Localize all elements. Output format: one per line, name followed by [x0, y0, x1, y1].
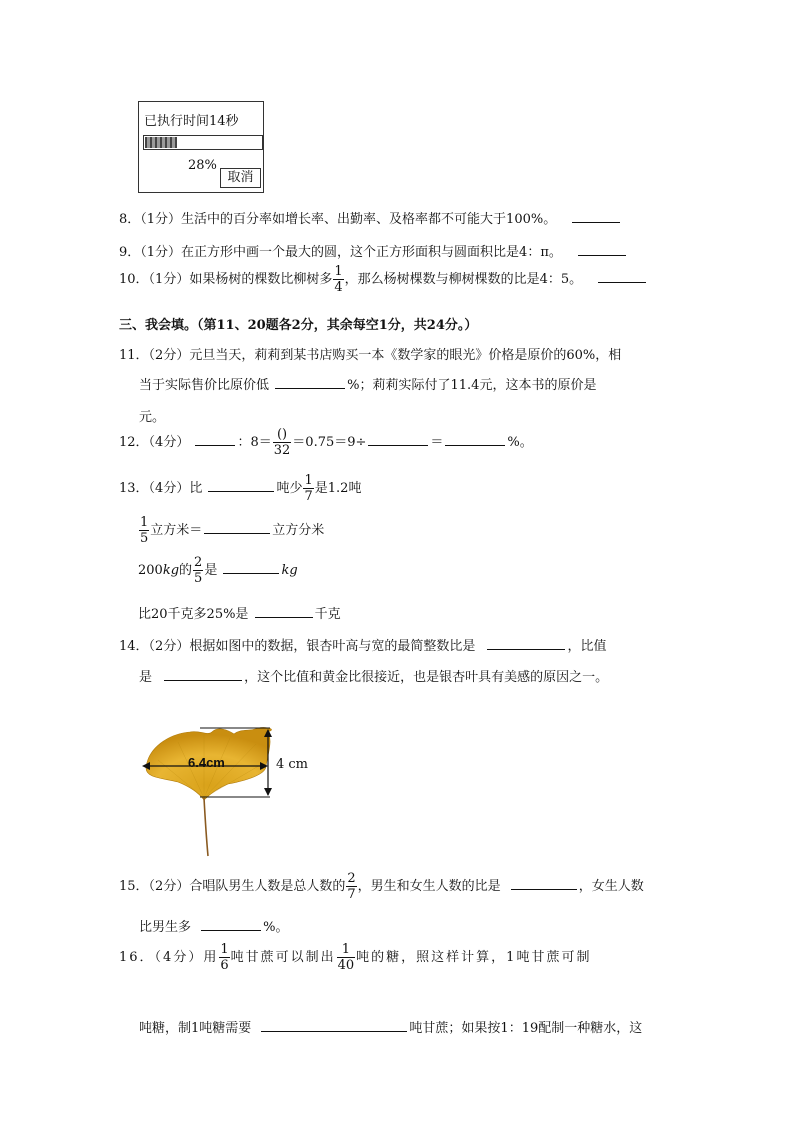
question-16-text: 16．（4分）用	[119, 950, 219, 965]
question-12-text: %。	[507, 435, 533, 450]
fraction: $\frac{2}{5}$	[194, 555, 203, 586]
progress-dialog	[138, 101, 264, 193]
answer-blank[interactable]	[511, 877, 577, 890]
question-13-line-3	[138, 556, 298, 585]
fraction: $\frac{1}{5}$	[140, 515, 149, 546]
height-label: 4 cm	[276, 757, 309, 772]
question-11-line-1: 11．（2分）元旦当天，莉莉到某书店购买一本《数学家的眼光》价格是原价的60%，相	[119, 348, 622, 363]
question-13-text: 200	[138, 563, 163, 578]
fraction: $\frac{()}{32}$	[273, 427, 291, 458]
question-10	[119, 265, 648, 294]
question-13-text: 立方米＝	[150, 523, 203, 538]
question-15-line-2	[139, 916, 289, 935]
question-9	[119, 241, 628, 260]
question-8	[119, 208, 622, 227]
question-12-text: ＝0.75＝9÷	[292, 435, 367, 450]
question-16-text: 吨甘蔗；如果按1：19配制一种糖水，这	[409, 1021, 643, 1036]
question-14-text: 是	[139, 670, 153, 685]
ginkgo-leaf-figure	[138, 720, 338, 860]
unit-text: kg	[281, 563, 298, 578]
cancel-button[interactable]: 取消	[220, 168, 261, 188]
question-15-text: 比男生多	[139, 920, 192, 935]
question-13-text: 吨少	[276, 481, 303, 496]
answer-blank[interactable]	[578, 243, 626, 256]
unit-text: kg	[162, 563, 180, 578]
question-14-text: 14．（2分）根据如图中的数据，银杏叶高与宽的最简整数比是	[119, 639, 476, 654]
answer-blank[interactable]	[204, 521, 270, 534]
question-13-line-2	[138, 516, 324, 545]
progress-percent: 28%	[188, 158, 217, 173]
question-8-text: 8．（1分）生活中的百分率如增长率、出勤率、及格率都不可能大于100%。	[119, 212, 557, 227]
question-10-post: ，那么杨树棵数与柳树棵数的比是4：5。	[344, 272, 583, 287]
section-heading: 三、我会填。（第11、20题各2分，其余每空1分，共24分。）	[119, 318, 478, 333]
answer-blank[interactable]	[201, 918, 261, 931]
answer-blank[interactable]	[598, 270, 646, 283]
question-15-text: %。	[263, 920, 289, 935]
width-label: 6.4cm	[188, 755, 225, 770]
fraction: $\frac{2}{7}$	[347, 871, 356, 902]
question-13-line-4	[138, 603, 341, 622]
question-16-text: 吨糖，制1吨糖需要	[139, 1021, 252, 1036]
question-13-text: 是	[204, 563, 218, 578]
question-12-text: ：8＝	[237, 435, 272, 450]
question-16-line-1	[119, 943, 591, 972]
elapsed-time-label: 已执行时间14秒	[144, 114, 239, 129]
question-13-text: 比20千克多25%是	[138, 607, 249, 622]
question-16-text: 吨的糖，照这样计算，1吨甘蔗可制	[356, 950, 592, 965]
fraction: $\frac{1}{4}$	[334, 264, 343, 295]
question-16-text: 吨甘蔗可以制出	[230, 950, 336, 965]
question-14-text: ，比值	[567, 639, 607, 654]
question-13-text: 千克	[314, 607, 341, 622]
question-11-text: %；莉莉实际付了11.4元，这本书的原价是	[347, 378, 597, 393]
answer-blank[interactable]	[445, 433, 505, 446]
answer-blank[interactable]	[208, 479, 274, 492]
answer-blank[interactable]	[487, 637, 565, 650]
question-14-text: ，这个比值和黄金比很接近，也是银杏叶具有美感的原因之一。	[244, 670, 609, 685]
question-13-text: 是1.2吨	[314, 481, 362, 496]
question-9-text: 9．（1分）在正方形中画一个最大的圆，这个正方形面积与圆面积比是4：π。	[119, 245, 562, 260]
question-14-line-1	[119, 635, 606, 654]
leaf-stem	[204, 798, 208, 856]
answer-blank[interactable]	[164, 668, 242, 681]
answer-blank[interactable]	[275, 376, 345, 389]
question-14-line-2	[139, 666, 608, 685]
question-12-text: ＝	[430, 435, 444, 450]
question-12-text: 12．（4分）	[119, 435, 190, 450]
ginkgo-leaf-diagram	[138, 720, 338, 860]
answer-blank[interactable]	[223, 561, 279, 574]
question-10-pre: 10．（1分）如果杨树的棵数比柳树多	[119, 272, 333, 287]
question-13-text: 的	[179, 563, 193, 578]
question-16-line-2	[139, 1017, 642, 1036]
fraction: $\frac{1}{40}$	[337, 942, 355, 973]
answer-blank[interactable]	[255, 605, 313, 618]
question-13-text: 13．（4分）比	[119, 481, 203, 496]
answer-blank[interactable]	[572, 210, 620, 223]
question-13-text: 立方分米	[272, 523, 325, 538]
progress-bar-fill	[145, 137, 177, 148]
fraction: $\frac{1}{7}$	[304, 473, 313, 504]
progress-bar	[143, 135, 263, 150]
answer-blank[interactable]	[261, 1019, 407, 1032]
question-11-line-2	[139, 374, 596, 393]
question-12	[119, 428, 533, 457]
question-15-text: ，女生人数	[578, 879, 644, 894]
question-11-text: 当于实际售价比原价低	[139, 378, 270, 393]
question-15-line-1	[119, 872, 644, 901]
question-11-line-3: 元。	[139, 410, 166, 425]
question-15-text: ，男生和女生人数的比是	[357, 879, 501, 894]
question-15-text: 15．（2分）合唱队男生人数是总人数的	[119, 879, 346, 894]
fraction: $\frac{1}{6}$	[220, 942, 229, 973]
question-13-line-1	[119, 474, 361, 503]
answer-blank[interactable]	[195, 433, 235, 446]
answer-blank[interactable]	[368, 433, 428, 446]
